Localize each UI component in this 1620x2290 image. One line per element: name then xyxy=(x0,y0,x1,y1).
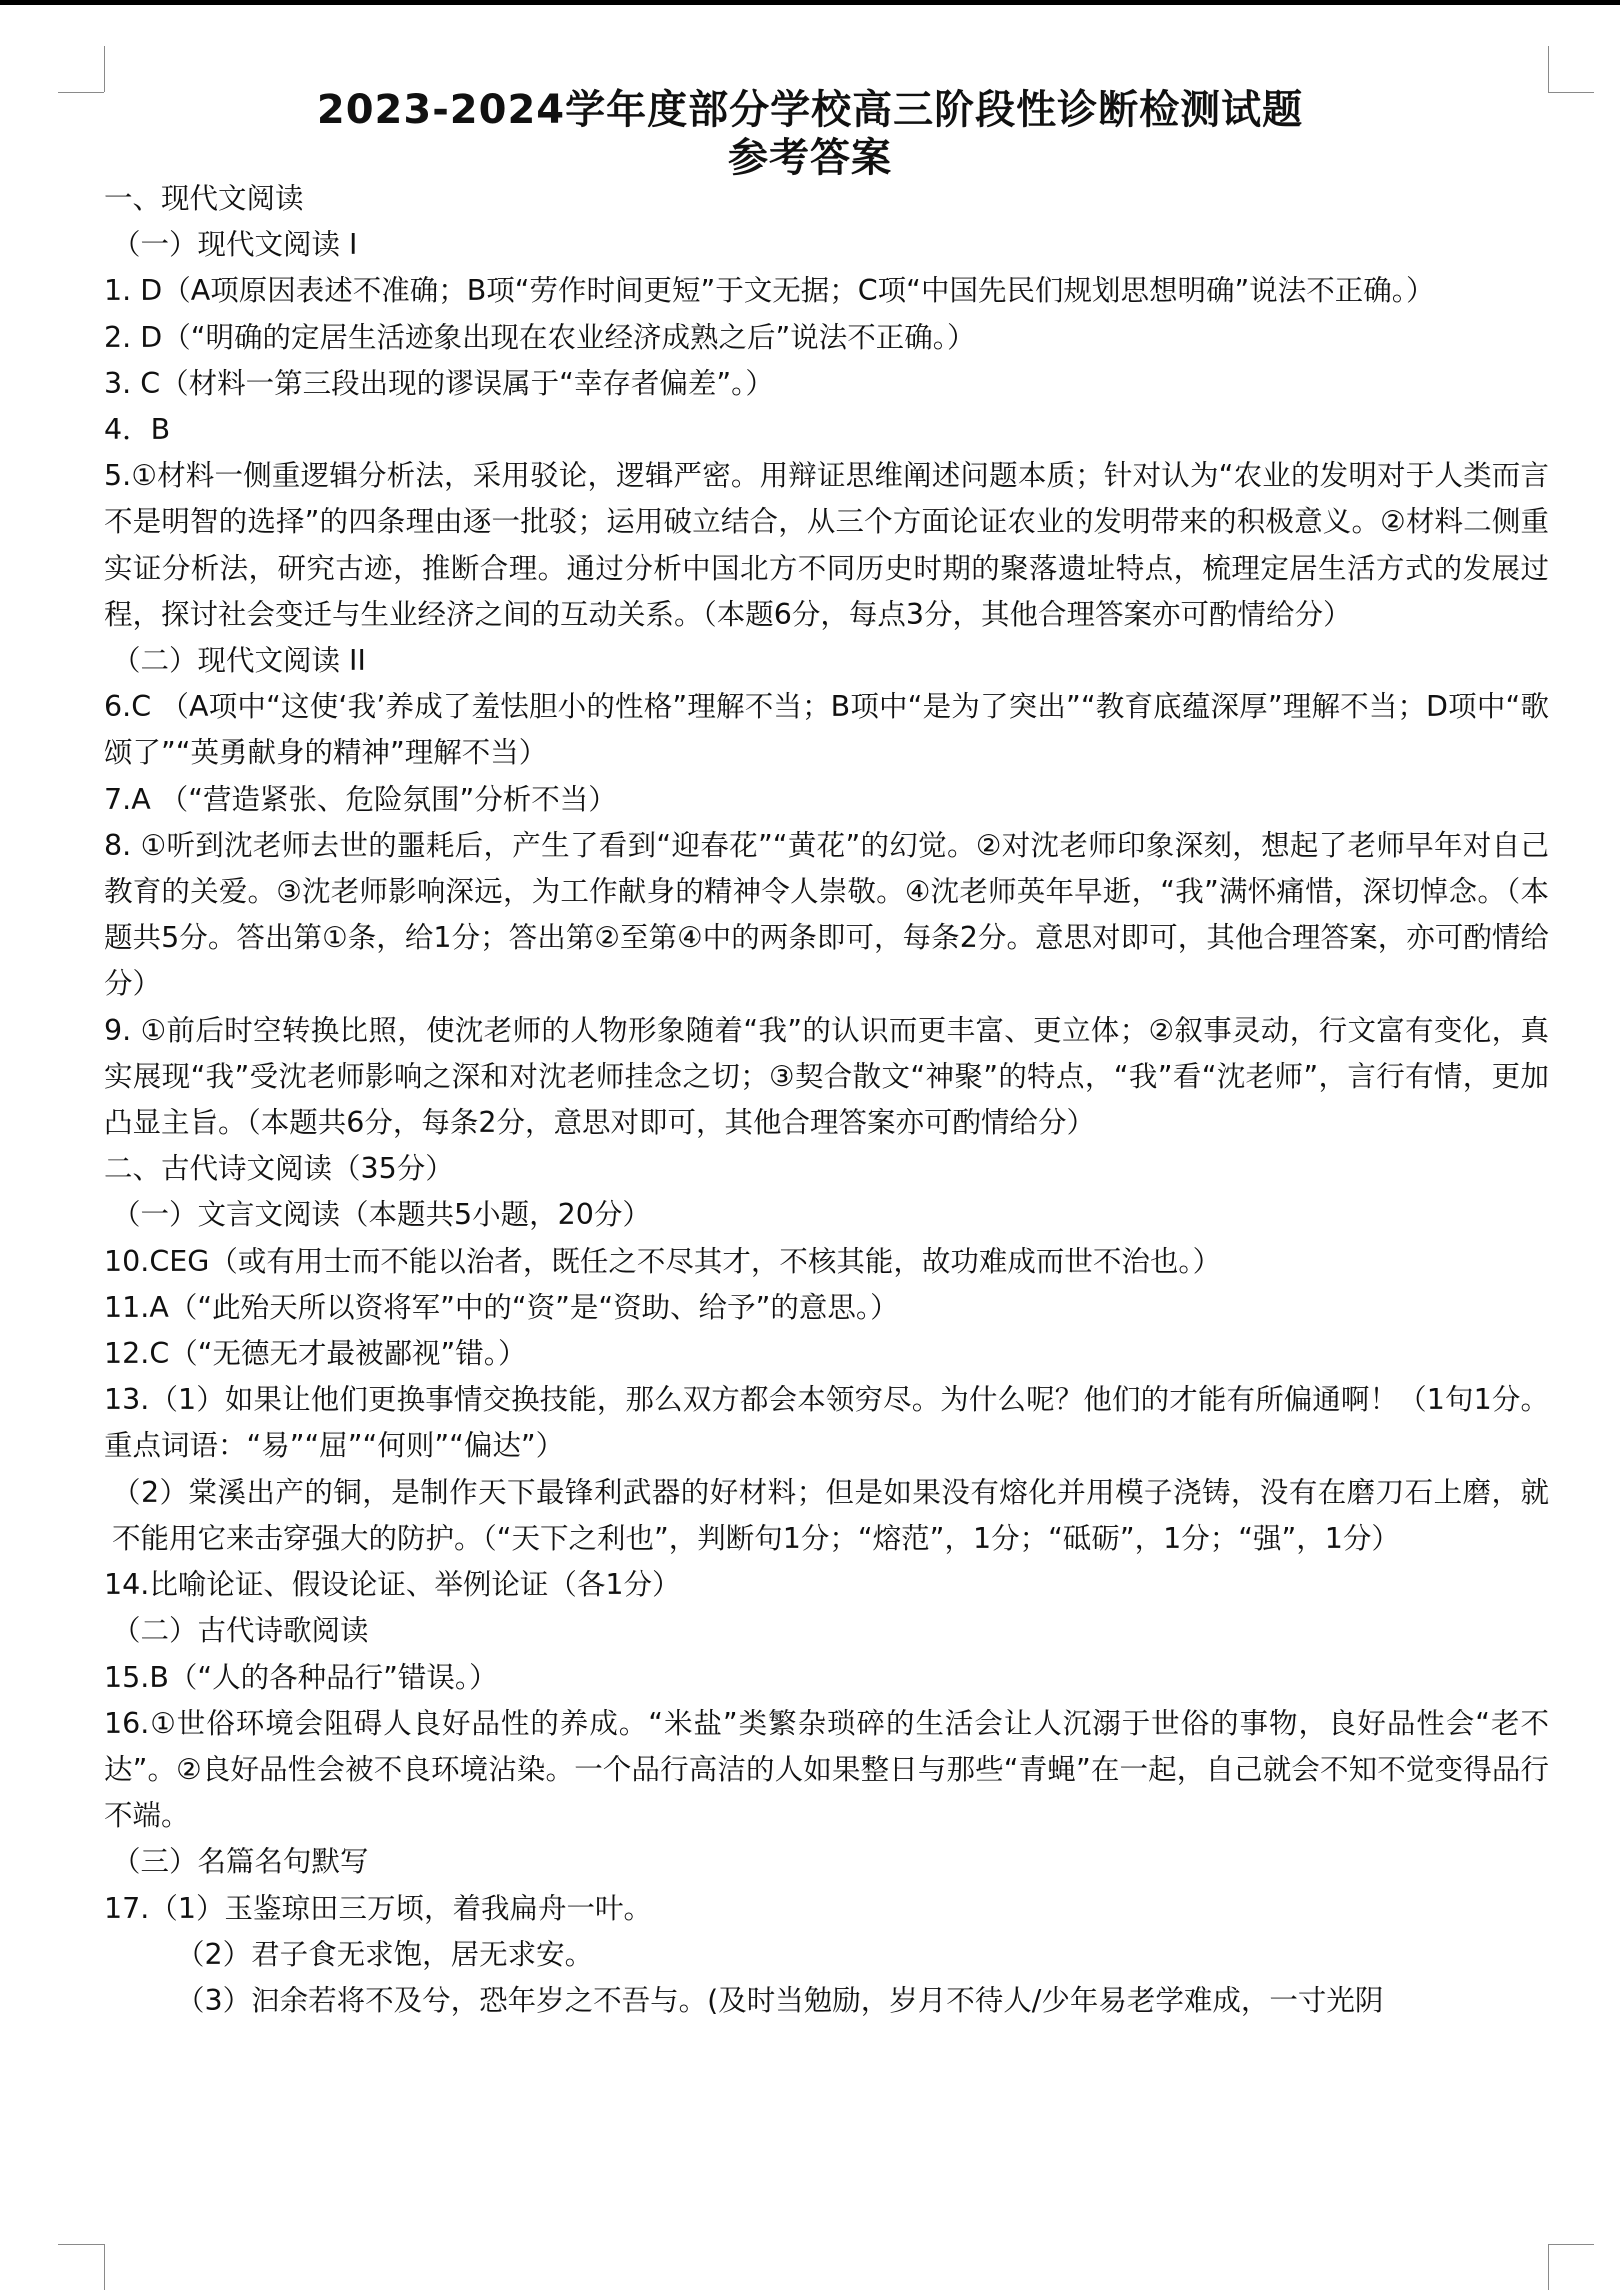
answer-item: 1. D（A项原因表述不准确；B项“劳作时间更短”于文无据；C项“中国先民们规划思想明确”说法不正确。） xyxy=(104,274,1435,308)
top-edge-bar xyxy=(0,0,1620,5)
crop-mark-bottom-left-vertical xyxy=(104,2244,105,2290)
answer-item: 7.A （“营造紧张、危险氛围”分析不当） xyxy=(104,782,617,816)
subsection-heading: （一）现代文阅读 I xyxy=(112,228,358,262)
answer-item: 16.①世俗环境会阻碍人良好品性的养成。“米盐”类繁杂琐碎的生活会让人沉溺于世俗的事物，良好品性会“老不达”。②良好品性会被不良环境沾染。一个品行高洁的人如果整日与那些“青蝇”在一起，自己就会不知不觉变得品行不端。 xyxy=(104,1706,1549,1833)
answer-item: 14.比喻论证、假设论证、举例论证（各1分） xyxy=(104,1568,681,1602)
answer-item: （2）棠溪出产的铜，是制作天下最锋利武器的好材料；但是如果没有熔化并用模子浇铸，没有在磨刀石上磨，就不能用它来击穿强大的防护。（“天下之利也”，判断句1分；“熔范”，1分；“砥砺”，1分；“强”，1分） xyxy=(112,1475,1549,1555)
answer-item: 12.C（“无德无才最被鄙视”错。） xyxy=(104,1337,527,1371)
answer-item: 13.（1）如果让他们更换事情交换技能，那么双方都会本领穷尽。为什么呢？他们的才能有所偏通啊！（1句1分。重点词语：“易”“屈”“何则”“偏达”） xyxy=(104,1383,1549,1463)
answer-item: 4．B xyxy=(104,413,171,447)
page-title: 2023-2024学年度部分学校高三阶段性诊断检测试题 xyxy=(316,87,1304,133)
answer-item: 3. C（材料一第三段出现的谬误属于“幸存者偏差”。） xyxy=(104,366,774,400)
answer-item: （3）汩余若将不及兮，恐年岁之不吾与。(及时当勉励，岁月不待人/少年易老学难成，一寸光阴 xyxy=(176,1983,1384,2017)
page-subtitle: 参考答案 xyxy=(728,135,892,181)
answer-item: 11.A（“此殆天所以资将军”中的“资”是“资助、给予”的意思。） xyxy=(104,1290,899,1324)
answer-item: 8. ①听到沈老师去世的噩耗后，产生了看到“迎春花”“黄花”的幻觉。②对沈老师印象深刻，想起了老师早年对自己教育的关爱。③沈老师影响深远，为工作献身的精神令人崇敬。④沈老师英年早逝，“我”满怀痛惜，深切悼念。（本题共5分。答出第①条，给1分；答出第②至第④中的两条即可，每条2分。意思对即可，其他合理答案，亦可酌情给分） xyxy=(104,828,1549,1001)
crop-mark-bottom-left-horizontal xyxy=(58,2244,104,2245)
subsection-heading: （一）文言文阅读（本题共5小题，20分） xyxy=(112,1198,651,1232)
section-heading: 一、现代文阅读 xyxy=(104,182,304,215)
answer-item: 9. ①前后时空转换比照，使沈老师的人物形象随着“我”的认识而更丰富、更立体；②叙事灵动，行文富有变化，真实展现“我”受沈老师影响之深和对沈老师挂念之切；③契合散文“神聚”的特点，“我”看“沈老师”，言行有情，更加凸显主旨。（本题共6分，每条2分，意思对即可，其他合理答案亦可酌情给分） xyxy=(104,1013,1549,1140)
subsection-heading: （二）古代诗歌阅读 xyxy=(112,1614,369,1648)
subsection-heading: （三）名篇名句默写 xyxy=(112,1845,369,1879)
answer-body xyxy=(104,176,1549,2024)
answer-item: 10.CEG（或有用士而不能以治者，既任之不尽其才，不核其能，故功难成而世不治也。） xyxy=(104,1244,1222,1278)
answer-item: 17.（1）玉鉴琼田三万顷，着我扁舟一叶。 xyxy=(104,1891,652,1925)
answer-item: 5.①材料一侧重逻辑分析法，采用驳论，逻辑严密。用辩证思维阐述问题本质；针对认为“农业的发明对于人类而言不是明智的选择”的四条理由逐一批驳；运用破立结合，从三个方面论证农业的发明带来的积极意义。②材料二侧重实证分析法，研究古迹，推断合理。通过分析中国北方不同历史时期的聚落遗址特点，梳理定居生活方式的发展过程，探讨社会变迁与生业经济之间的互动关系。（本题6分，每点3分，其他合理答案亦可酌情给分） xyxy=(104,459,1549,631)
section-heading: 二、古代诗文阅读（35分） xyxy=(104,1152,454,1186)
answer-item: 15.B（“人的各种品行”错误。） xyxy=(104,1660,498,1694)
answer-item: （2）君子食无求饱，居无求安。 xyxy=(176,1937,594,1971)
answer-item: 6.C （A项中“这使‘我’养成了羞怯胆小的性格”理解不当；B项中“是为了突出”“教育底蕴深厚”理解不当；D项中“歌颂了”“英勇献身的精神”理解不当） xyxy=(104,690,1549,770)
crop-mark-bottom-right-vertical xyxy=(1548,2244,1549,2290)
subsection-heading: （二）现代文阅读 II xyxy=(112,644,366,678)
crop-mark-bottom-right-horizontal xyxy=(1548,2244,1594,2245)
answer-item: 2. D（“明确的定居生活迹象出现在农业经济成熟之后”说法不正确。） xyxy=(104,320,976,354)
